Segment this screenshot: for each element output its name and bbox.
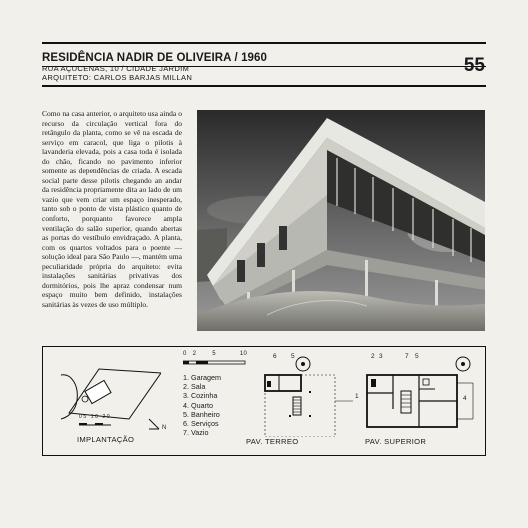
site-scale-0: 0 [79, 414, 84, 420]
scale-2: 2 [192, 351, 197, 357]
page-title: RESIDÊNCIA NADIR DE OLIVEIRA / 1960 [42, 52, 268, 64]
legend-item: 7. Vazio [183, 428, 209, 438]
upper-num-7: 7 [405, 353, 409, 360]
site-scale-20: 20 [102, 414, 112, 420]
scale-10: 10 [239, 351, 248, 357]
scale-bar [183, 360, 247, 365]
ground-num-1: 1 [355, 393, 359, 400]
scale-bar-labels [183, 351, 247, 357]
ground-num-6: 6 [273, 353, 277, 360]
architect-line: ARQUITETO: CARLOS BARJAS MILLAN [42, 73, 193, 82]
house-photograph [197, 110, 485, 331]
ground-num-5: 5 [291, 353, 295, 360]
page-number: 55 [463, 55, 485, 76]
upper-num-4: 4 [463, 395, 467, 402]
ground-floor-label: PAV. TERREO [246, 437, 299, 446]
scale-5: 5 [212, 351, 216, 357]
north-label: N [162, 425, 167, 431]
upper-num-2: 2 [371, 353, 375, 360]
header-bottom-rule [42, 85, 486, 87]
address-line: RUA AÇUCENAS, 10 / CIDADE JARDIM [42, 64, 190, 73]
site-scale-labels [79, 414, 111, 420]
site-scale-5: 5 [83, 414, 88, 420]
body-text-column [42, 109, 182, 309]
site-plan-drawing [51, 355, 161, 435]
room-legend [183, 373, 221, 437]
top-rule [42, 42, 486, 44]
upper-num-3: 3 [379, 353, 383, 360]
upper-floor-label: PAV. SUPERIOR [365, 437, 427, 446]
north-arrow-icon [147, 417, 163, 433]
legend-item: 1. Garagem [183, 373, 221, 382]
legend-item: 5. Banheiro [183, 409, 220, 419]
title-year: 1960 [241, 52, 268, 64]
ground-floor-plan [253, 353, 363, 437]
legend-item: 2. Sala [183, 382, 206, 392]
legend-item: 4. Quarto [183, 400, 213, 410]
body-paragraph: Como na casa anterior, o arquiteto usa ainda o recurso da circulação vertical fora do retângulo da planta, como se vê na escada de serviço em caracol, que liga o pilotis à lavanderia elevada, pois a casa toda é isolada do chão, ficando no pavimento inferior somente as dependências de criada. A escada social parte desse pilotis chegando an andar da residência propriamente dita ao lado de um vazio que vem criar um espaço inesperado, tanto sob o ponto de vista plástico quanto de conforto, porquanto favorece ampla ventilação do salão superior, quando abertas as portas do vestíbulo envidraçado. A planta, com os quartos voltados para o poente — solução ideal para São Paulo —, mantém uma peculiaridade própria do arquiteto: evita instalações sanitárias privativas dos dormitórios, pois lhe apraz condensar num espaço muito bem definido, instalações sanitárias às vezes de uso múltiplo. [42, 109, 182, 309]
site-plan-label: IMPLANTAÇÃO [77, 435, 135, 444]
title-text: RESIDÊNCIA NADIR DE OLIVEIRA [42, 52, 232, 64]
plans-panel [42, 346, 486, 456]
scale-0: 0 [183, 351, 187, 357]
legend-item: 6. Serviços [183, 419, 219, 429]
upper-num-5: 5 [415, 353, 419, 360]
legend-item: 3. Cozinha [183, 391, 218, 401]
house-photo-illustration [197, 110, 485, 331]
site-scale-10: 10 [90, 414, 100, 420]
